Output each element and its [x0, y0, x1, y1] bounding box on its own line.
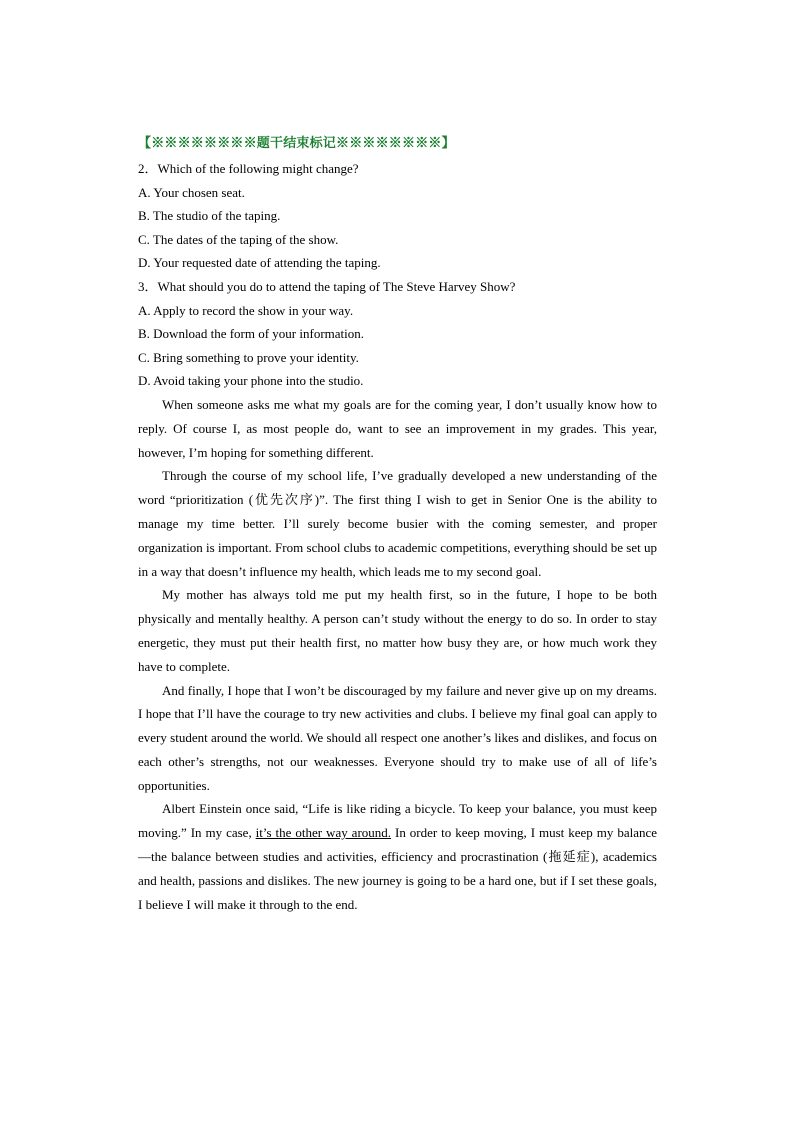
- paragraph-5-text-end: In order to keep moving, I must keep my balance—the balance between studies and activities, efficiency and procrastination (拖延症), academics and health, passions and dislikes. The new journey is going to be a hard one, but if I set these goals, I believe I will make it through to the end.: [138, 825, 658, 912]
- question-3-stem: 3．What should you do to attend the taping of The Steve Harvey Show?: [138, 278, 516, 294]
- question-2-option-d: D. Your requested date of attending the taping.: [138, 255, 381, 271]
- question-3-option-d: D. Avoid taking your phone into the studio.: [138, 373, 364, 389]
- passage-paragraph-4: And finally, I hope that I won’t be discouraged by my failure and never give up on my dreams. I hope that I’ll have the courage to try new activities and clubs. I believe my final goal can apply to every student around the world. We should all respect one another’s likes and dislikes, and focus on each other’s strengths, not our weaknesses. Everyone should try to make use of all of life’s opportunities.: [138, 682, 657, 793]
- passage-paragraph-2: Through the course of my school life, I’ve gradually developed a new understanding of the word “prioritization (优先次序)”. The first thing I wish to get in Senior One is the ability to manage my time better. I’ll surely become busier with the coming semester, and proper organization is important. From school clubs to academic competitions, everything should be set up in a way that doesn’t influence my health, which leads me to my second goal.: [138, 468, 657, 579]
- question-2-option-a: A. Your chosen seat.: [138, 184, 245, 200]
- passage-paragraph-3: My mother has always told me put my health first, so in the future, I hope to be both physically and mentally healthy. A person can’t study without the energy to do so. In order to stay energetic, they must put their health first, no matter how busy they are, or how much work they have to complete.: [138, 587, 657, 674]
- document-page: [138, 133, 657, 916]
- question-3-option-c: C. Bring something to prove your identity.: [138, 349, 359, 365]
- passage-paragraph-1: When someone asks me what my goals are for the coming year, I don’t usually know how to reply. Of course I, as most people do, want to see an improvement in my grades. This year, however, I’m hoping for something different.: [138, 396, 657, 460]
- underlined-phrase: it’s the other way around.: [255, 825, 392, 841]
- passage-paragraph-5: [138, 797, 657, 916]
- question-2-stem: 2．Which of the following might change?: [138, 161, 359, 176]
- question-3-option-a: A. Apply to record the show in your way.: [138, 302, 354, 318]
- question-3-option-b: B. Download the form of your information.: [138, 326, 365, 342]
- question-2-option-c: C. The dates of the taping of the show.: [138, 231, 339, 247]
- question-2-option-b: B. The studio of the taping.: [138, 208, 281, 224]
- paragraph-5-text-start: Albert Einstein once said, “Life is like riding a bicycle. To keep your balance, you must keep moving.” In my case,: [138, 801, 657, 841]
- question-end-marker: 【※※※※※※※※题干结束标记※※※※※※※※】: [138, 135, 455, 150]
